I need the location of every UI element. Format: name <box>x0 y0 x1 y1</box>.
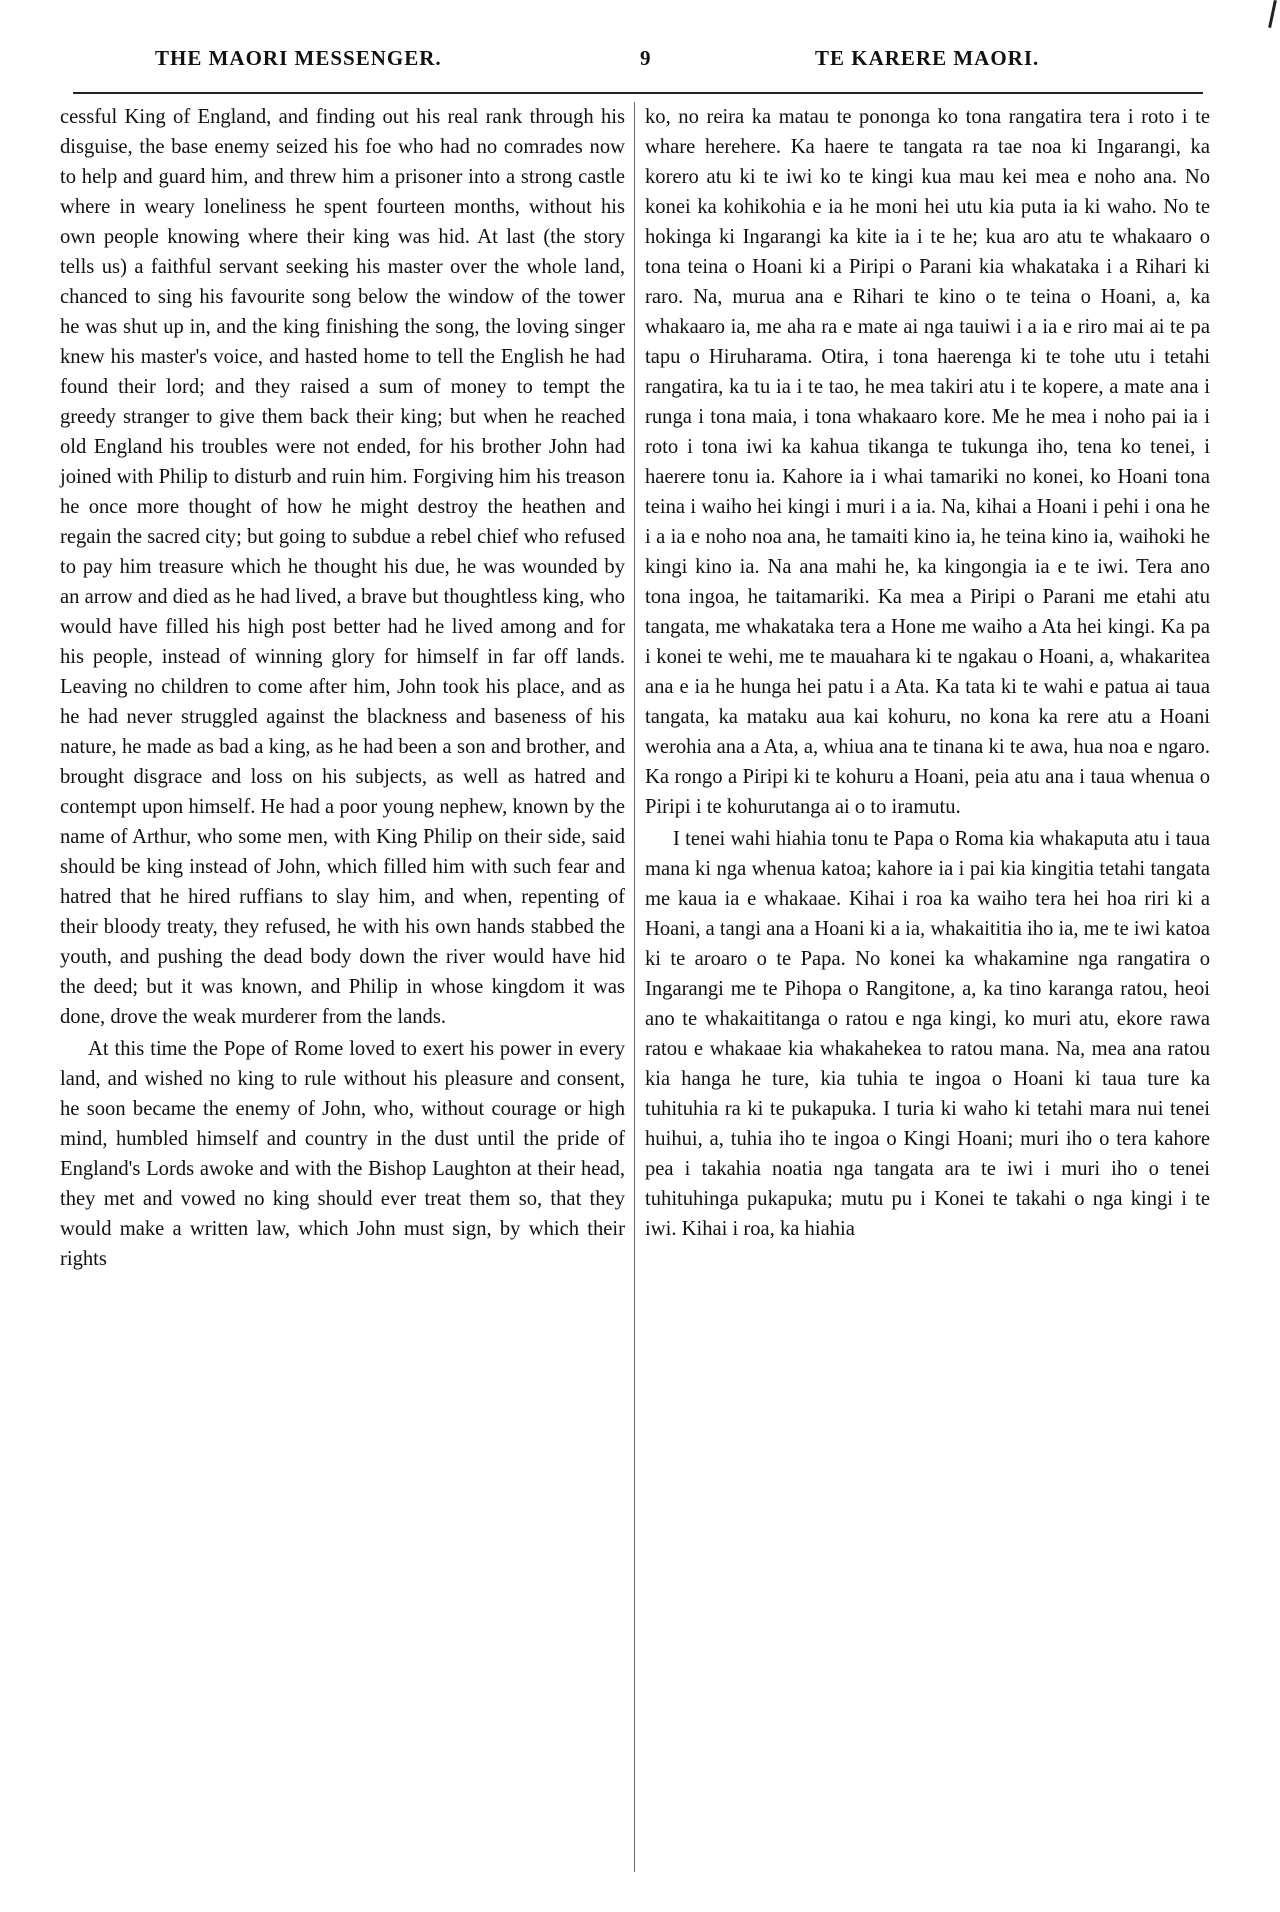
column-divider <box>634 102 635 1872</box>
header-rule <box>73 92 1203 94</box>
english-paragraph-1: cessful King of England, and finding out his real rank through his disguise, the base enemy seized his foe who had no comrades now to help and guard him, and threw him a prisoner into a strong castle where in weary loneliness he spent fourteen months, without his own people knowing where their king was hid. At last (the story tells us) a faithful servant seeking his master over the whole land, chanced to sing his favourite song below the window of the tower he was shut up in, and the king finishing the song, the loving singer knew his master's voice, and hasted home to tell the English he had found their lord; and they raised a sum of money to tempt the greedy stranger to give them back their king; but when he reached old England his troubles were not ended, for his brother John had joined with Philip to disturb and ruin him. Forgiving him his treason he once more thought of how he might destroy the heathen and regain the sacred city; but going to subdue a rebel chief who refused to pay him treasure which he thought his due, he was wounded by an arrow and died as he had lived, a brave but thoughtless king, who would have filled his high post better had he lived among and for his people, instead of winning glory for himself in far off lands. Leaving no children to come after him, John took his place, and as he had never struggled against the blackness and baseness of his nature, he made as bad a king, as he had been a son and brother, and brought disgrace and loss on his subjects, as well as hatred and contempt upon himself. He had a poor young nephew, known by the name of Arthur, who some men, with King Philip on their side, said should be king instead of John, which filled him with such fear and hatred that he hired ruffians to slay him, and when, repenting of their bloody treaty, they refused, he with his own hands stabbed the youth, and pushing the dead body down the river would have hid the deed; but it was known, and Philip in whose kingdom it was done, drove the weak murderer from the lands. <box>60 106 625 1028</box>
page-number: 9 <box>640 46 652 70</box>
header-english-title: THE MAORI MESSENGER. <box>155 46 442 70</box>
corner-pencil-mark <box>1268 0 1277 28</box>
newspaper-page <box>55 40 1220 1880</box>
maori-column <box>645 102 1210 1244</box>
maori-paragraph-1: ko, no reira ka matau te pononga ko tona rangatira tera i roto i te whare herehere. Ka haere te tangata ra tae noa ki Ingarangi, ka korero atu ki te iwi ko te kingi kua mau kei mea e noho ana. No konei ka kohikohia e ia he moni hei utu kia puta ia ki waho. No te hokinga ki Ingarangi ka kite ia i te he; kua aro atu te whakaaro o tona teina o Hoani ki a Piripi o Parani kia whakataka i a Rihari ki raro. Na, murua ana e Rihari te kino o te teina o Hoani, a, ka whakaaro ia, me aha ra e mate ai nga tauiwi i a ia e riro mai ai te pa tapu o Hiruharama. Otira, i tona haerenga ki te tohe utu i tetahi rangatira, ka tu ia i te tao, he mea takiri atu i te kopere, a mate ana i runga i tona maia, i tona whakaaro kore. Me he mea i noho pai ia i roto i tona iwi ka kahua tikanga te tukunga iho, tena ko tenei, i haerere tonu ia. Kahore ia i whai tamariki no konei, ko Hoani tona teina i waiho hei kingi i muri i a ia. Na, kihai a Hoani i pehi i ona he i a ia e noho noa ana, he tamaiti kino ia, he teina kino ia, waihoki he kingi kino ia. Na ana mahi he, ka kingongia ia e te iwi. Tera ano tona ingoa, he taitamariki. Ka mea a Piripi o Parani me etahi atu tangata, me whakataka tera a Hone me waiho a Ata hei kingi. Ka pa i konei te wehi, me te mauahara ki te ngakau o Hoani, a, whakaritea ana e ia he hunga hei patu i a Ata. Ka tata ki te wahi e patua ai taua tangata, ka mataku aua kai kohuru, no kona ka rere atu a Hoani werohia ana a Ata, a, whiua ana te tinana ki te awa, hua noa e ngaro. Ka rongo a Piripi ki te kohuru a Hoani, peia atu ana i taua whenua o Piripi i te kohurutanga ai o to iramutu. <box>645 106 1210 818</box>
english-column <box>60 102 625 1274</box>
running-header <box>55 40 1220 80</box>
header-maori-title: TE KARERE MAORI. <box>815 46 1040 70</box>
english-paragraph-2: At this time the Pope of Rome loved to exert his power in every land, and wished no king to rule without his pleasure and consent, he soon became the enemy of John, who, without courage or high mind, humbled himself and country in the dust until the pride of England's Lords awoke and with the Bishop Laughton at their head, they met and vowed no king should ever treat them so, that they would make a written law, which John must sign, by which their rights <box>60 1038 625 1270</box>
maori-paragraph-2: I tenei wahi hiahia tonu te Papa o Roma kia whakaputa atu i taua mana ki nga whenua katoa; kahore ia i pai kia kingitia tetahi tangata me kaua ia e whakaae. Kihai i roa ka waiho tera hei hoa riri ki a Hoani, a tangi ana a Hoani ki a ia, whakaititia iho ia, me te iwi katoa ki te aroaro o te Papa. No konei ka whakamine nga rangatira o Ingarangi me te Pihopa o Rangitone, a, ka tino karanga ratou, heoi ano te whakaititanga o ratou e nga kingi, ko muri atu, ekore rawa ratou e whakaae kia whakahekea to ratou mana. Na, mea ana ratou kia hanga he ture, kia tuhia te ingoa o Hoani ki taua ture ka tuhituhia ra ki te pukapuka. I turia ki waho ki tetahi mara nui tenei huihui, a, tuhia iho te ingoa o Kingi Hoani; muri iho o tera kahore pea i takahia noatia nga tangata ara te iwi i muri iho o tenei tuhituhinga pukapuka; mutu pu i Konei te takahi o nga kingi i te iwi. Kihai i roa, ka hiahia <box>645 828 1210 1240</box>
